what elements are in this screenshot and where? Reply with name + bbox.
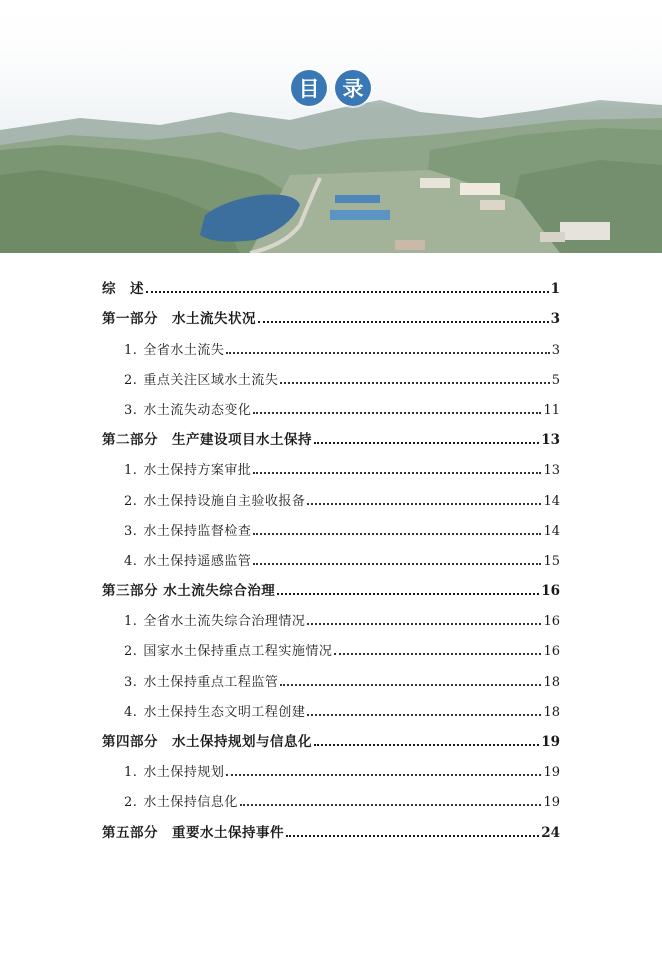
toc-entry-label: [102, 428, 312, 451]
toc-dot-leader: [258, 321, 549, 323]
toc-dot-leader: [286, 835, 539, 837]
header-banner: [0, 0, 662, 253]
toc-page-number: 13: [543, 463, 560, 479]
toc-entry-text: 水土流失动态变化: [143, 402, 252, 418]
toc-subsection-entry[interactable]: [102, 451, 560, 481]
toc-entry-number: 2.: [124, 795, 138, 811]
toc-entry-text: 重点关注区域水土流失: [143, 372, 279, 388]
toc-page-number: 5: [551, 372, 560, 388]
toc-dot-leader: [253, 412, 541, 414]
toc-subsection-entry[interactable]: [102, 391, 560, 421]
toc-page-number: 16: [543, 644, 560, 660]
toc-entry-text: 第一部分 水土流失状况: [102, 311, 256, 328]
toc-page-number: 14: [543, 523, 560, 539]
toc-dot-leader: [226, 774, 541, 776]
toc-dot-leader: [226, 352, 549, 354]
toc-entry-number: 1.: [124, 614, 138, 630]
toc-dot-leader: [277, 593, 539, 595]
toc-entry-label: [124, 339, 224, 361]
toc-entry-number: 1.: [124, 342, 138, 358]
toc-entry-number: 4.: [124, 553, 138, 569]
toc-entry-text: 水土保持方案审批: [143, 463, 252, 479]
toc-subsection-entry[interactable]: [102, 602, 560, 632]
toc-entry-number: 4.: [124, 704, 138, 720]
toc-page-number: 18: [543, 674, 560, 690]
toc-entry-text: 水土保持规划: [143, 765, 225, 781]
toc-entry-label: [124, 761, 224, 783]
toc-page-number: 24: [541, 824, 560, 841]
toc-section-entry[interactable]: [102, 572, 560, 602]
toc-dot-leader: [334, 653, 541, 655]
toc-section-entry[interactable]: [102, 421, 560, 451]
toc-dot-leader: [280, 684, 541, 686]
page-title: [0, 70, 662, 106]
toc-entry-number: 2.: [124, 372, 138, 388]
toc-entry-number: 2.: [124, 644, 138, 660]
toc-subsection-entry[interactable]: [102, 662, 560, 692]
toc-subsection-entry[interactable]: [102, 753, 560, 783]
toc-entry-text: 第三部分 水土流失综合治理: [102, 583, 276, 600]
toc-dot-leader: [240, 804, 542, 806]
toc-entry-label: [124, 369, 278, 391]
toc-dot-leader: [146, 291, 549, 293]
toc-page-number: 3: [551, 342, 560, 358]
toc-page-number: 19: [543, 765, 560, 781]
toc-entry-text: 水土保持设施自主验收报备: [143, 493, 306, 509]
toc-entry-label: [124, 459, 251, 481]
toc-entry-label: [102, 277, 144, 300]
toc-entry-number: 3.: [124, 523, 138, 539]
toc-entry-label: [124, 701, 305, 723]
toc-dot-leader: [253, 533, 541, 535]
toc-entry-number: 2.: [124, 493, 138, 509]
toc-entry-text: 第四部分 水土保持规划与信息化: [102, 734, 312, 750]
toc-entry-label: [124, 610, 305, 632]
toc-page-number: 13: [541, 432, 560, 449]
toc-subsection-entry[interactable]: [102, 481, 560, 511]
toc-subsection-entry[interactable]: [102, 330, 560, 360]
toc-subsection-entry[interactable]: [102, 632, 560, 662]
toc-entry-label: [124, 671, 278, 693]
toc-entry-text: 水土保持重点工程监管: [143, 674, 279, 690]
toc-section-entry[interactable]: [102, 270, 560, 300]
toc-entry-text: 水土保持遥感监管: [143, 553, 252, 569]
toc-entry-text: 全省水土流失: [143, 342, 225, 358]
toc-dot-leader: [307, 714, 541, 716]
toc-subsection-entry[interactable]: [102, 542, 560, 572]
table-of-contents: [102, 270, 560, 844]
toc-entry-number: 1.: [124, 463, 138, 479]
toc-entry-text: 综 述: [102, 281, 144, 298]
toc-page-number: 11: [543, 402, 560, 418]
toc-entry-text: 国家水土保持重点工程实施情况: [143, 644, 333, 660]
toc-dot-leader: [307, 623, 541, 625]
toc-dot-leader: [307, 503, 541, 505]
toc-page-number: 1: [550, 281, 560, 298]
toc-entry-label: [102, 579, 275, 602]
toc-entry-number: 3.: [124, 402, 138, 418]
toc-entry-label: [124, 490, 305, 512]
toc-entry-text: 水土保持信息化: [143, 795, 238, 811]
toc-dot-leader: [280, 382, 549, 384]
toc-page-number: 3: [550, 311, 560, 328]
toc-dot-leader: [253, 472, 541, 474]
toc-subsection-entry[interactable]: [102, 783, 560, 813]
toc-page-number: 19: [541, 734, 560, 750]
toc-subsection-entry[interactable]: [102, 512, 560, 542]
toc-page-number: 16: [541, 583, 560, 600]
toc-page-number: 16: [543, 614, 560, 630]
landscape-photo: [0, 0, 662, 253]
toc-subsection-entry[interactable]: [102, 693, 560, 723]
title-char-circle: 录: [335, 70, 371, 106]
toc-section-entry[interactable]: [102, 813, 560, 843]
toc-entry-text: 水土保持监督检查: [143, 523, 252, 539]
toc-dot-leader: [253, 563, 541, 565]
toc-page-number: 14: [543, 493, 560, 509]
toc-page-number: 18: [543, 704, 560, 720]
toc-section-entry[interactable]: [102, 723, 560, 753]
toc-entry-label: [124, 791, 238, 813]
toc-section-entry[interactable]: [102, 300, 560, 330]
toc-page-number: 19: [543, 795, 560, 811]
toc-entry-text: 第二部分 生产建设项目水土保持: [102, 432, 312, 449]
toc-subsection-entry[interactable]: [102, 361, 560, 391]
toc-dot-leader: [314, 744, 539, 746]
toc-entry-label: [102, 730, 312, 753]
toc-entry-label: [102, 821, 284, 844]
toc-entry-label: [124, 520, 251, 542]
toc-page-number: 15: [543, 553, 560, 569]
toc-entry-number: 3.: [124, 674, 138, 690]
toc-entry-text: 全省水土流失综合治理情况: [143, 614, 306, 630]
toc-entry-label: [124, 640, 332, 662]
toc-entry-number: 1.: [124, 765, 138, 781]
title-char-circle: 目: [291, 70, 327, 106]
toc-entry-text: 第五部分 重要水土保持事件: [102, 824, 284, 841]
toc-entry-label: [124, 550, 251, 572]
toc-entry-label: [102, 307, 256, 330]
toc-entry-text: 水土保持生态文明工程创建: [143, 704, 306, 720]
toc-dot-leader: [314, 442, 539, 444]
toc-entry-label: [124, 399, 251, 421]
